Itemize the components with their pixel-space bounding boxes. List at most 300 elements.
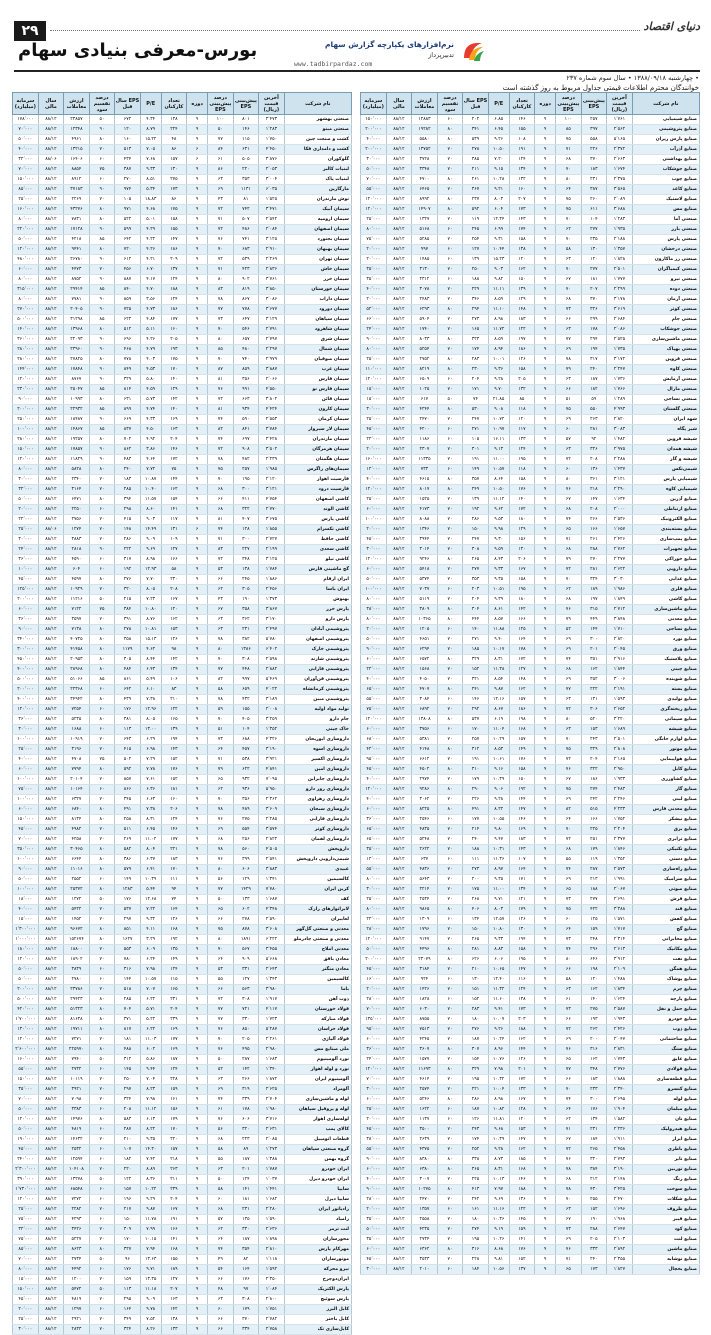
value-cell: ۸۸/۱۲ (386, 785, 412, 795)
value-cell: ۷۰ (437, 1025, 463, 1035)
value-cell: ۹ (535, 325, 556, 335)
value-cell: ۸۸/۱۲ (386, 995, 412, 1005)
value-cell: ۱۶۲۲ (412, 1105, 438, 1115)
value-cell: ۸۸/۱۲ (38, 655, 64, 665)
value-cell: ۲٬۰۸۵ (259, 1135, 285, 1145)
value-cell: ۹ (187, 165, 208, 175)
value-cell: ۳۵٬۰۰۰ (361, 1215, 387, 1225)
value-cell: ۸۰ (437, 475, 463, 485)
value-cell: ۹ (535, 1035, 556, 1045)
value-cell: ۵۰٬۰۰۰ (361, 1225, 387, 1235)
value-cell: ۵۱۸ (115, 985, 141, 995)
value-cell: ۸۸/۱۲ (386, 295, 412, 305)
value-cell: ۵.۳۴ (140, 185, 161, 195)
value-cell: ۵۲۵۴ (412, 345, 438, 355)
table-row (13, 745, 352, 755)
value-cell: ۳۰۸۴ (412, 695, 438, 705)
value-cell: ۱۷۱ (509, 875, 535, 885)
value-cell: ۶۵ (556, 1265, 582, 1275)
value-cell: ۹ (187, 325, 208, 335)
value-cell: ۱۰.۵۶ (488, 1265, 509, 1275)
value-cell: ۷۰ (437, 1135, 463, 1145)
value-cell: ۷۵٬۰۰۰ (13, 1235, 39, 1245)
value-cell: ۱۷۶ (233, 1275, 259, 1285)
value-cell: ۷.۹۸ (140, 965, 161, 975)
value-cell: ۶۱۱ (581, 205, 607, 215)
value-cell: ۲٬۸۲۰ (607, 415, 633, 425)
value-cell: ۱۰۰٬۰۰۰ (13, 855, 39, 865)
value-cell: ۲٬۵۵۳ (259, 415, 285, 425)
value-cell: ۶۵ (208, 905, 234, 915)
value-cell: ۱۹۵ (463, 1075, 489, 1085)
value-cell: ۹ (187, 575, 208, 585)
value-cell: ۳۳۰ (233, 1015, 259, 1025)
company-name-cell: صنایع بهداشتی (632, 155, 699, 165)
table-row (13, 655, 352, 665)
value-cell: ۸۸/۱۲ (386, 655, 412, 665)
value-cell: ۸۸/۱۲ (38, 815, 64, 825)
value-cell: ۱۵۲ (509, 1255, 535, 1265)
value-cell: ۲۱۱ (463, 165, 489, 175)
value-cell: ۶۰ (437, 995, 463, 1005)
value-cell: ۷۰ (437, 1075, 463, 1085)
table-row (361, 945, 700, 955)
value-cell: ۱۸۲ (115, 1155, 141, 1165)
value-cell: ۱۷۳ (509, 205, 535, 215)
value-cell: ۸۸/۱۲ (386, 1065, 412, 1075)
value-cell: ۱۴۵۲ (64, 915, 90, 925)
value-cell: ۱۲۰٬۰۰۰ (13, 1195, 39, 1205)
table-row (361, 775, 700, 785)
value-cell: ۸۰ (556, 475, 582, 485)
value-cell: ۹ (187, 735, 208, 745)
value-cell: ۸۰ (437, 195, 463, 205)
value-cell: ۵۰٬۰۰۰ (361, 635, 387, 645)
value-cell: ۸۸/۱۲ (386, 575, 412, 585)
value-cell: ۸۰ (437, 615, 463, 625)
value-cell: ۱۸۴۸۷ (64, 415, 90, 425)
value-cell: ۱٬۸۹۸ (259, 1235, 285, 1245)
value-cell: ۳۸۷ (115, 165, 141, 175)
value-cell: ۲۸۶ (463, 1095, 489, 1105)
column-header: آخرین قیمت (ریال) (259, 93, 285, 115)
value-cell: ۹ (535, 505, 556, 515)
value-cell: ۱۴۸۵ (412, 255, 438, 265)
company-name-cell: صنعتی پارس (632, 235, 699, 245)
value-cell: ۸۸/۱۲ (386, 975, 412, 985)
value-cell: ۲٬۳۷۲ (607, 145, 633, 155)
value-cell: ۸۸/۱۲ (386, 955, 412, 965)
value-cell: ۱۸۰ (463, 1015, 489, 1025)
value-cell: ۱۷۶ (509, 1245, 535, 1255)
value-cell: ۶۹ (556, 875, 582, 885)
value-cell: ۷۰ (437, 875, 463, 885)
value-cell: ۱۰۰٬۰۰۰ (13, 775, 39, 785)
value-cell: ۲٬۲۹۰ (607, 485, 633, 495)
value-cell: ۵۳۹ (233, 255, 259, 265)
value-cell: ۶۰ (89, 1125, 115, 1135)
value-cell: ۹ (535, 665, 556, 675)
value-cell: ۲۵٬۰۰۰ (361, 355, 387, 365)
ad-url: www.tadbirpardaz.com (294, 60, 373, 68)
value-cell: ۱۷۰ (115, 1235, 141, 1245)
value-cell: ۸۸/۱۲ (386, 625, 412, 635)
value-cell: ۹ (187, 1045, 208, 1055)
table-row (13, 265, 352, 275)
value-cell: ۵۵٬۰۰۰ (13, 1065, 39, 1075)
value-cell: ۶۰۶ (233, 865, 259, 875)
value-cell: ۶۷۲ (115, 115, 141, 125)
value-cell: ۸۸/۱۲ (38, 895, 64, 905)
value-cell: ۸۳ (161, 685, 187, 695)
value-cell: ۷۱ (556, 145, 582, 155)
column-header: ارزش معاملات (412, 93, 438, 115)
value-cell: ۶۰۴ (64, 565, 90, 575)
value-cell: ۵۳ (208, 965, 234, 975)
value-cell: ۲۲۱۴ (412, 885, 438, 895)
value-cell: ۷۰ (437, 575, 463, 585)
value-cell: ۱۳۰٬۰۰۰ (13, 1025, 39, 1035)
value-cell: ۶۰٬۰۰۰ (13, 605, 39, 615)
value-cell: ۳۰۹ (115, 1225, 141, 1235)
company-name-cell: کاشی اصفهان (284, 495, 351, 505)
value-cell: ۶۷ (556, 775, 582, 785)
value-cell: ۳۰۶۲ (412, 795, 438, 805)
value-cell: ۳۳۸ (463, 1155, 489, 1165)
value-cell: ۸۸/۱۲ (386, 195, 412, 205)
value-cell: ۲٬۲۷۷ (607, 555, 633, 565)
value-cell: ۱٬۹۱۷ (259, 995, 285, 1005)
value-cell: ۸۸/۱۲ (38, 1195, 64, 1205)
company-name-cell: داروسازی سبحان (284, 805, 351, 815)
value-cell: ۷۰ (437, 635, 463, 645)
value-cell: ۹.۰۹ (140, 1295, 161, 1305)
table-row (13, 425, 352, 435)
value-cell: ۷۰ (437, 865, 463, 875)
value-cell: ۶٬۰۳۵ (259, 185, 285, 195)
value-cell: ۹۰ (89, 185, 115, 195)
table-row (13, 945, 352, 955)
value-cell: ۲۵۰ (463, 265, 489, 275)
company-name-cell: کالسیمین (284, 975, 351, 985)
value-cell: ۳٬۷۸۴ (259, 425, 285, 435)
value-cell: ۲۰۸ (115, 1105, 141, 1115)
value-cell: ۱۴۰٬۰۰۰ (13, 325, 39, 335)
value-cell: ۸۸/۱۲ (38, 585, 64, 595)
value-cell: ۱۸۱ (115, 1035, 141, 1045)
value-cell: ۶۶۳ (233, 395, 259, 405)
value-cell: ۱۴۰ (463, 625, 489, 635)
value-cell: ۹ (187, 595, 208, 605)
value-cell: ۵.۰۱ (140, 215, 161, 225)
value-cell: ۷۲ (208, 395, 234, 405)
stocks-table-left (12, 92, 352, 1335)
value-cell: ۹.۰۳ (140, 515, 161, 525)
value-cell: ۵۵٬۰۰۰ (361, 695, 387, 705)
value-cell: ۳۶٬۰۰۰ (13, 615, 39, 625)
value-cell: ۱۷۶ (115, 1265, 141, 1275)
value-cell: ۴٬۸۴۱ (259, 765, 285, 775)
value-cell: ۶۹ (208, 1085, 234, 1095)
value-cell: ۷۸ (556, 1185, 582, 1195)
value-cell: ۷۶ (208, 1025, 234, 1035)
value-cell: ۲۰۹ (161, 255, 187, 265)
value-cell: ۹۱۴۷ (412, 935, 438, 945)
value-cell: ۱٬۵۸۲ (607, 1115, 633, 1125)
value-cell: ۶۳ (208, 625, 234, 635)
company-name-cell: صنایع قند (632, 905, 699, 915)
value-cell: ۱٬۷۴۳ (607, 1055, 633, 1065)
table-row (13, 405, 352, 415)
value-cell: ۱٬۷۸۴ (259, 565, 285, 575)
value-cell: ۱۸۶ (509, 705, 535, 715)
value-cell: ۲٬۲۹۹ (607, 285, 633, 295)
value-cell: ۱۵۰ (115, 1215, 141, 1225)
value-cell: ۹ (187, 795, 208, 805)
value-cell: ۱۰.۵۷ (488, 465, 509, 475)
value-cell: ۴۳ (208, 195, 234, 205)
company-name-cell: صنعتی ماشین‌سازی (632, 335, 699, 345)
value-cell: ۳۵۹۷ (64, 615, 90, 625)
value-cell: ۱۷۲ (509, 1075, 535, 1085)
value-cell: ۶۴۲ (115, 235, 141, 245)
value-cell: ۱۱.۱۲ (140, 1105, 161, 1115)
value-cell: ۲۰۰٬۰۰۰ (13, 595, 39, 605)
value-cell: ۱۸۱ (161, 785, 187, 795)
value-cell: ۲۸۷ (233, 1055, 259, 1065)
value-cell: ۸۸/۱۲ (386, 825, 412, 835)
value-cell: ۱۱۶ (509, 975, 535, 985)
value-cell: ۲۶۳ (161, 1165, 187, 1175)
value-cell: ۹ (187, 955, 208, 965)
value-cell: ۸۸/۱۲ (38, 435, 64, 445)
value-cell: ۶۰ (89, 1195, 115, 1205)
value-cell: ۴۹۶۱ (64, 135, 90, 145)
value-cell: ۸۸/۱۲ (38, 1215, 64, 1225)
value-cell: ۲۹۷ (115, 1085, 141, 1095)
value-cell: ۶۷ (556, 275, 582, 285)
value-cell: ۸۸/۱۲ (38, 335, 64, 345)
value-cell: ۶۶ (208, 1315, 234, 1325)
value-cell: ۵۰ (437, 395, 463, 405)
value-cell: ۱۲۰ (115, 125, 141, 135)
company-name-cell: صنایع ابزار (632, 1135, 699, 1145)
value-cell: ۷۰ (89, 735, 115, 745)
value-cell: ۷۰ (437, 535, 463, 545)
value-cell: ۲۹۴ (463, 305, 489, 315)
value-cell: ۸۰ (437, 785, 463, 795)
value-cell: ۱۲۴ (233, 1175, 259, 1185)
value-cell: ۱۳۱ (581, 695, 607, 705)
value-cell: ۱۱۷ (509, 425, 535, 435)
company-name-cell: فارسیت درود (284, 485, 351, 495)
value-cell: ۳۵۳ (233, 175, 259, 185)
value-cell: ۲۰۰ (581, 1035, 607, 1045)
value-cell: ۲۱۲ (581, 1175, 607, 1185)
value-cell: ۹ (187, 615, 208, 625)
value-cell: ۱۴۶ (161, 825, 187, 835)
value-cell: ۱۳۲ (509, 385, 535, 395)
value-cell: ۸.۲۶ (140, 1325, 161, 1335)
value-cell: ۷۰ (437, 455, 463, 465)
value-cell: ۸۸/۱۲ (38, 235, 64, 245)
value-cell: ۵۸۳ (115, 1115, 141, 1125)
column-header: نام شرکت (632, 93, 699, 115)
value-cell: ۵۰ (89, 895, 115, 905)
value-cell: ۱۹۴ (509, 935, 535, 945)
value-cell: ۵۳۸ (233, 755, 259, 765)
value-cell: ۸۰ (89, 135, 115, 145)
value-cell: ۸۰ (89, 325, 115, 335)
company-name-cell: لوله و ماشین‌سازی (284, 1095, 351, 1105)
page-header (14, 20, 700, 68)
value-cell: ۲٬۸۱۰ (259, 1245, 285, 1255)
value-cell: ۹ (187, 495, 208, 505)
value-cell: ۹ (187, 205, 208, 215)
table-row (13, 315, 352, 325)
value-cell: ۶۷ (556, 1215, 582, 1225)
value-cell: ۹.۰۹ (140, 535, 161, 545)
value-cell: ۸۸/۱۲ (38, 685, 64, 695)
value-cell: ۳۱۵ (581, 605, 607, 615)
value-cell: ۱۴۱ (161, 1235, 187, 1245)
value-cell: ۲۸۵ (115, 485, 141, 495)
value-cell: ۴.۷۰ (140, 285, 161, 295)
value-cell: ۲۸۳۳ (64, 1325, 90, 1335)
value-cell: ۱۵۱ (463, 985, 489, 995)
value-cell: ۶.۲۲ (140, 995, 161, 1005)
value-cell: ۸۸/۱۲ (38, 955, 64, 965)
value-cell: ۱۴۸ (509, 675, 535, 685)
value-cell: ۲۵۲ (463, 1145, 489, 1155)
value-cell: ۹.۸۲ (488, 275, 509, 285)
value-cell: ۹ (535, 315, 556, 325)
company-name-cell: صنایع کشاورزی (632, 775, 699, 785)
value-cell: ۲۷۸۲۵ (64, 355, 90, 365)
value-cell: ۸۸/۱۲ (386, 1215, 412, 1225)
value-cell: ۱۳۰ (161, 165, 187, 175)
value-cell: ۶۵٬۰۰۰ (361, 685, 387, 695)
value-cell: ۸۸/۱۲ (38, 675, 64, 685)
value-cell: ۱۸۰ (509, 595, 535, 605)
value-cell: ۲۵٬۰۰۰ (13, 525, 39, 535)
value-cell: ۴۱۴۸ (412, 745, 438, 755)
value-cell: ۸۰۱۷ (412, 485, 438, 495)
table-row (13, 465, 352, 475)
value-cell: ۱۹۵ (509, 955, 535, 965)
value-cell: ۲۵٬۰۰۰ (361, 495, 387, 505)
value-cell: ۲۱۸ (161, 1155, 187, 1165)
value-cell: ۸۸/۱۲ (38, 1075, 64, 1085)
value-cell: ۴۹۵ (233, 1045, 259, 1055)
value-cell: ۱۷۳ (161, 185, 187, 195)
company-name-cell: رادیاتور ایران (284, 1205, 351, 1215)
value-cell: ۷۰ (556, 575, 582, 585)
company-name-cell: مارگارین (284, 185, 351, 195)
value-cell: ۹۳۲ (233, 775, 259, 785)
value-cell: ۸۸/۱۲ (38, 715, 64, 725)
value-cell: ۷۲ (208, 205, 234, 215)
value-cell: ۵۶۴۳ (412, 875, 438, 885)
value-cell: ۱۰۹۲۹ (64, 585, 90, 595)
value-cell: ۱۰.۵۷ (140, 975, 161, 985)
value-cell: ۱۵۷۷ (412, 1055, 438, 1065)
value-cell: ۴۰٬۰۰۰ (361, 675, 387, 685)
value-cell: ۹ (187, 175, 208, 185)
value-cell: ۲٬۹۵۰ (607, 765, 633, 775)
value-cell: ۸۰٬۰۰۰ (13, 465, 39, 475)
table-row (13, 165, 352, 175)
value-cell: ۵.۷۳ (140, 395, 161, 405)
value-cell: ۸۸/۱۲ (386, 705, 412, 715)
value-cell: ۳.۲۹ (140, 935, 161, 945)
value-cell: ۷۸ (556, 1165, 582, 1175)
value-cell: ۱۶۷ (161, 595, 187, 605)
value-cell: ۸۸/۱۲ (38, 935, 64, 945)
value-cell: ۱٬۳۴۳ (259, 975, 285, 985)
value-cell: ۴.۶۸ (140, 205, 161, 215)
value-cell: ۱۰.۳۹ (140, 875, 161, 885)
value-cell: ۹۰۸ (233, 445, 259, 455)
value-cell: ۱۰.۱۷ (488, 645, 509, 655)
value-cell: ۹ (187, 385, 208, 395)
value-cell: ۱۲.۹۳ (140, 565, 161, 575)
value-cell: ۷۶ (208, 855, 234, 865)
value-cell: ۱۵۷ (161, 1145, 187, 1155)
value-cell: ۱٬۶۵۷ (607, 525, 633, 535)
value-cell: ۸۸/۱۲ (38, 635, 64, 645)
value-cell: ۱۶۵ (161, 715, 187, 725)
value-cell: ۲۳۹ (161, 1015, 187, 1025)
value-cell: ۱۵۶ (161, 1105, 187, 1115)
value-cell: ۶۰ (89, 785, 115, 795)
value-cell: ۴۸۶ (233, 225, 259, 235)
value-cell: ۲۵۳۷۲ (64, 885, 90, 895)
value-cell: ۷۳ (556, 895, 582, 905)
value-cell: ۴۸ (208, 1285, 234, 1295)
value-cell: ۲۸۱۸ (64, 545, 90, 555)
value-cell: ۸۸/۱۲ (38, 1005, 64, 1015)
value-cell: ۲۲٬۰۰۰ (361, 665, 387, 675)
table-row (361, 975, 700, 985)
value-cell: ۲٬۲۴۶ (607, 795, 633, 805)
value-cell: ۳۴۶ (463, 295, 489, 305)
value-cell: ۷۰ (437, 675, 463, 685)
value-cell: ۱۹۷۱۱ (64, 1025, 90, 1035)
value-cell: ۱۶۲ (509, 265, 535, 275)
value-cell: ۲۰٬۰۰۰ (361, 625, 387, 635)
value-cell: ۱۶۰٬۰۰۰ (13, 205, 39, 215)
value-cell: ۶.۹۸ (140, 745, 161, 755)
value-cell: ۶۰٬۰۰۰ (13, 265, 39, 275)
value-cell: ۲٬۳۴۰ (607, 1085, 633, 1095)
value-cell: ۸۰ (437, 805, 463, 815)
company-name-cell: صنعتی قزوین (632, 355, 699, 365)
value-cell: ۱۲۰٬۰۰۰ (13, 1035, 39, 1045)
value-cell: ۲۰۰٬۰۰۰ (13, 685, 39, 695)
value-cell: ۶۳۲۷ (64, 795, 90, 805)
value-cell: ۷۵ (556, 135, 582, 145)
company-name-cell: کشت و دامداری فکا (284, 145, 351, 155)
value-cell: ۷۷ (208, 665, 234, 675)
value-cell: ۸۰٬۰۰۰ (13, 1265, 39, 1275)
value-cell: ۷۴ (556, 515, 582, 525)
value-cell: ۳۶۰٬۰۰۰ (13, 335, 39, 345)
value-cell: ۱۴۶ (161, 445, 187, 455)
value-cell: ۸۸/۱۲ (386, 1105, 412, 1115)
company-name-cell: صنایع مخابراتی (632, 935, 699, 945)
value-cell: ۹ (187, 235, 208, 245)
